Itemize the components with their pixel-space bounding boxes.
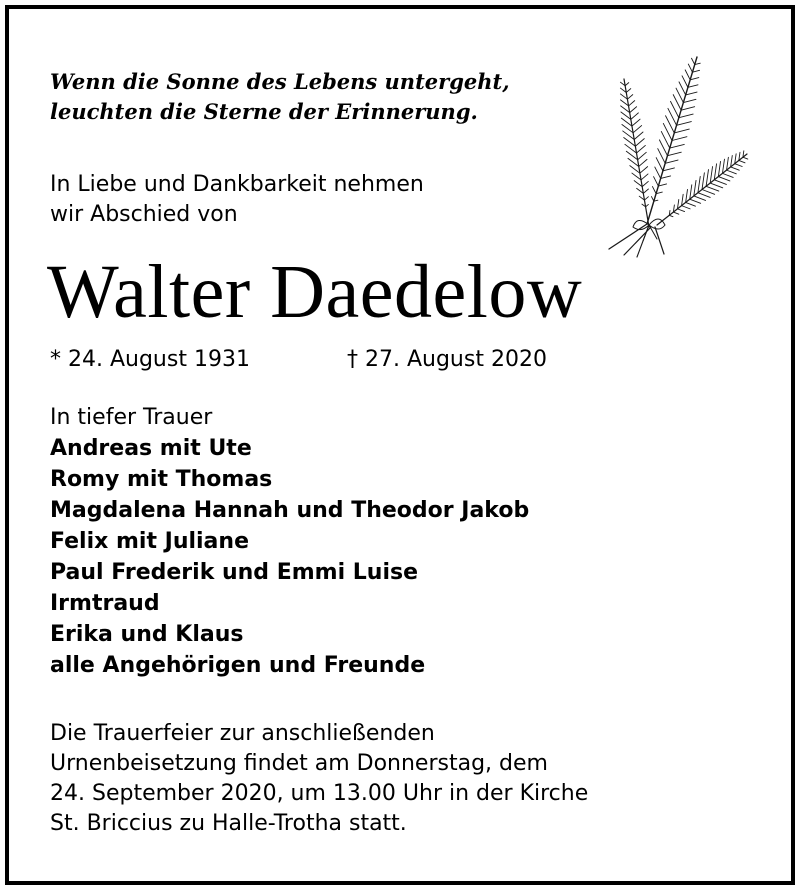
- birth-date: * 24. August 1931: [50, 347, 250, 372]
- service-line: 24. September 2020, um 13.00 Uhr in der Kirche: [50, 781, 589, 806]
- mourners-list: [50, 402, 529, 681]
- mourner-name: Romy mit Thomas: [50, 467, 273, 492]
- motto: [50, 67, 510, 127]
- service-line: Die Trauerfeier zur anschließenden: [50, 721, 435, 746]
- death-date: † 27. August 2020: [347, 347, 547, 372]
- deceased-name: Walter Daedelow: [47, 250, 583, 334]
- mourner-name: Erika und Klaus: [50, 622, 244, 647]
- mourners-heading: In tiefer Trauer: [50, 405, 213, 430]
- service-line: Urnenbeisetzung findet am Donnerstag, dem: [50, 751, 548, 776]
- mourner-name: Magdalena Hannah und Theodor Jakob: [50, 498, 530, 523]
- motto-line: Wenn die Sonne des Lebens untergeht,: [50, 69, 510, 94]
- mourner-name: Felix mit Juliane: [50, 529, 249, 554]
- mourner-name: Paul Frederik und Emmi Luise: [50, 560, 419, 585]
- fern-bouquet-icon: [569, 49, 769, 264]
- intro-text: [50, 170, 424, 230]
- service-info: [50, 719, 588, 839]
- mourner-name: alle Angehörigen und Freunde: [50, 653, 426, 678]
- intro-line: In Liebe und Dankbarkeit nehmen: [50, 172, 424, 197]
- intro-line: wir Abschied von: [50, 202, 238, 227]
- motto-line: leuchten die Sterne der Erinnerung.: [50, 99, 478, 124]
- obituary-frame: [5, 5, 795, 885]
- mourner-name: Andreas mit Ute: [50, 436, 252, 461]
- mourner-name: Irmtraud: [50, 591, 160, 616]
- service-line: St. Briccius zu Halle-Trotha statt.: [50, 811, 407, 836]
